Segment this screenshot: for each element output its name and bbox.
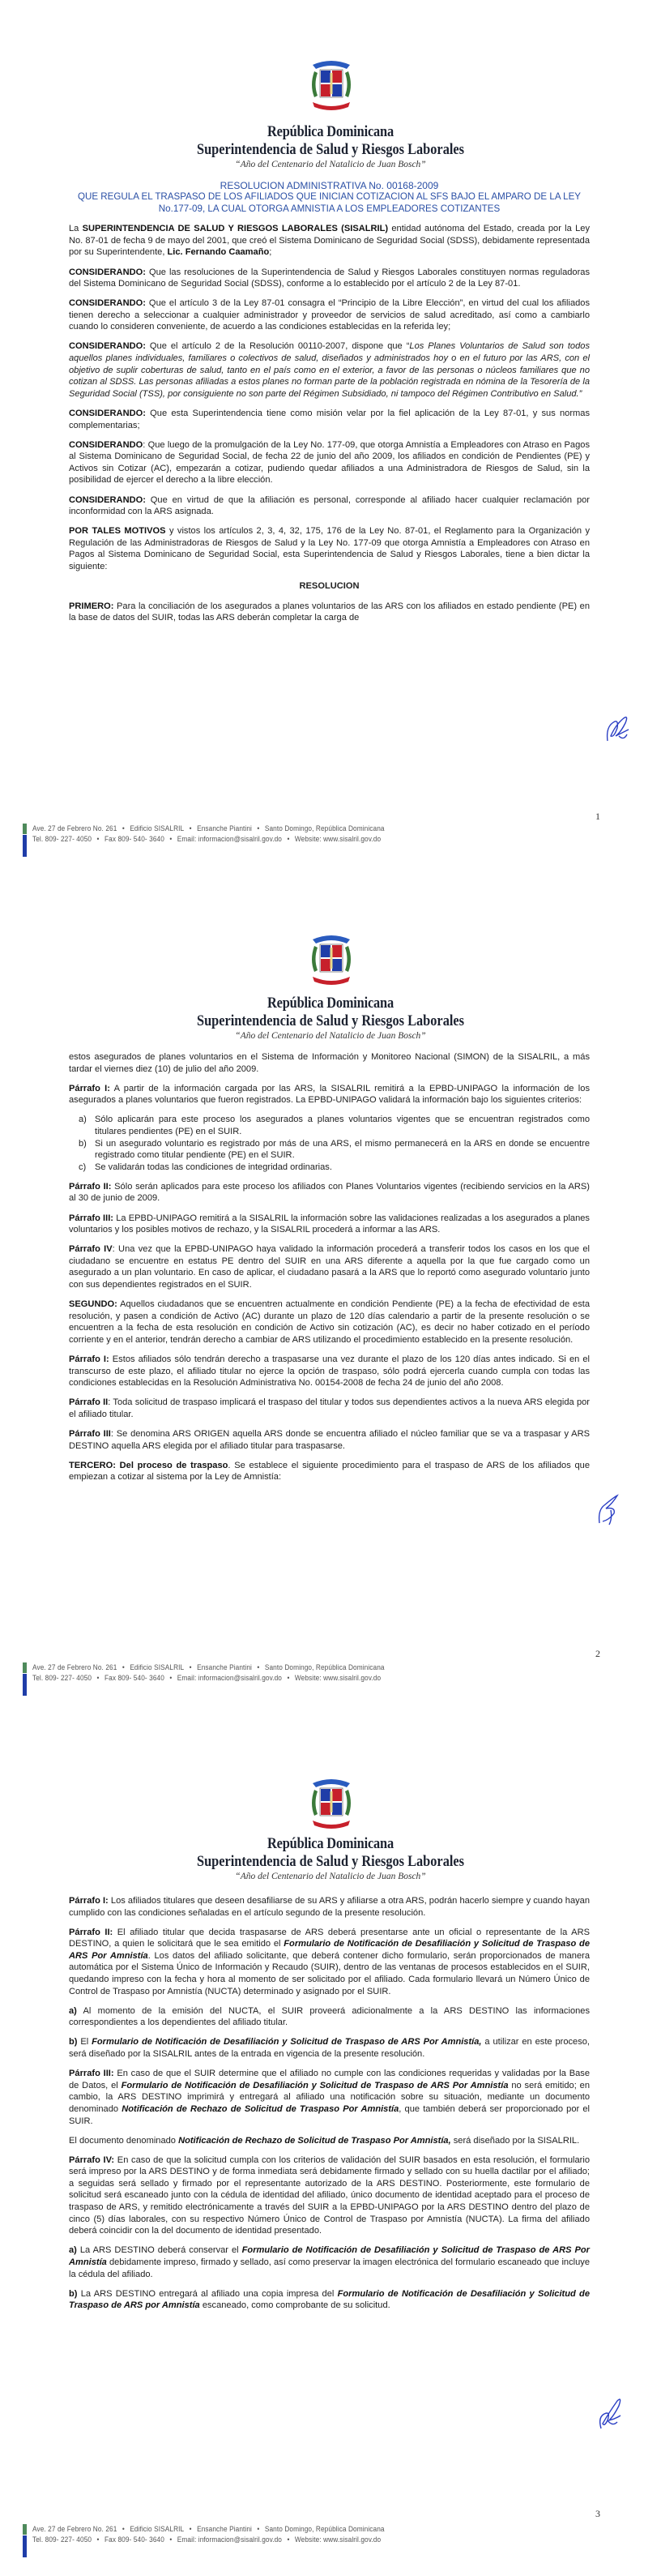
segundo-parrafo-3: Párrafo III: Se denomina ARS ORIGEN aquella ARS donde se encuentra afiliado el núcleo familiar que se va a traspasar y ARS DESTINO aquella ARS elegida por el afiliado titular para traspasarse. [69,1428,590,1451]
page-footer [23,2524,638,2557]
header-institution: Superintendencia de Salud y Riesgos Laborales [196,141,465,158]
header-country: República Dominicana [267,1835,394,1852]
considerando-4: CONSIDERANDO: Que esta Superintendencia tiene como misión velar por la fiel aplicación de la Ley 87-01, y sus normas complementarias; [69,408,590,430]
considerando-6: CONSIDERANDO: Que en virtud de que la afiliación es personal, corresponde al afiliado hacer cualquier reclamación por inconformidad con la ARS asignada. [69,494,590,517]
resolucion-heading: RESOLUCION [299,581,360,592]
coat-of-arms-icon [306,931,356,988]
primero-parrafo-2: Párrafo II: Sólo serán aplicados para este proceso los afiliados con Planes Voluntarios vigentes (recibiendo servicios en la ARS) al 30 de junio de 2009. [69,1181,590,1204]
rechazo-document-paragraph: El documento denominado Notificación de Rechazo de Solicitud de Traspaso Por Amnistía, será diseñado por la SISALRIL. [69,2135,580,2146]
footer-address-line: Ave. 27 de Febrero No. 261 • Edificio SISALRIL • Ensanche Piantini • Santo Domingo, República Dominicana [32,824,385,832]
header-motto: “Año del Centenario del Natalicio de Juan Bosch” [235,160,426,169]
footer-email-link[interactable]: Email: informacion@sisalril.gov.do [177,835,282,843]
primero-parrafo-3: Párrafo III: La EPBD-UNIPAGO remitirá a la SISALRIL la información sobre las validaciones realizadas a los asegurados a planes voluntarios y los posibles motivos de rechazo, y la SISALRIL procederá a informar a las ARS. [69,1213,590,1235]
signature-initials [595,1492,622,1526]
page-footer [23,1662,638,1695]
page-number: 3 [595,2508,600,2519]
considerando-5: CONSIDERANDO: Que luego de la promulgación de la Ley No. 177-09, que otorga Amnistía a Empleadores con Atraso en Pagos al Sistema Dominicano de Seguridad Social, de fecha 22 de junio del año 2009, los afiliados en condición de Pendientes (PE) y Activos sin Cotizar (AC), empezarán a cotizar, pudiendo quedar afiliados a una Administradora de Riesgos de Salud, sin la posibilidad de ejercer el derecho a la libre elección. [69,439,590,486]
tercero-item-b: b) El Formulario de Notificación de Desafiliación y Solicitud de Traspaso de ARS Por Amnistía, a utilizar en este proceso, será diseñado por la SISALRIL antes de la entrada en vigencia de la presente resolución. [69,2037,591,2060]
header-institution: Superintendencia de Salud y Riesgos Laborales [196,1012,465,1029]
signature-initials [596,2396,624,2430]
resolution-subject: QUE REGULA EL TRASPASO DE LOS AFILIADOS QUE INICIAN COTIZACION AL SFS BAJO EL AMPARO DE LA LEY No.177-09, LA CUAL OTORGA AMNISTIA A LOS EMPLEADORES COTIZANTES [77,191,582,214]
footer-website-link[interactable]: Website: www.sisalril.gov.do [294,1674,382,1682]
header-country: República Dominicana [267,123,394,140]
footer-green-bar [23,1662,27,1673]
resolution-number: RESOLUCION ADMINISTRATIVA No. 00168-2009 [220,180,439,191]
footer-email-link[interactable]: Email: informacion@sisalril.gov.do [177,1674,282,1682]
criteria-item: a) Sólo aplicarán para este proceso los asegurados a planes voluntarios vigentes que se encuentran registrados como titulares pendientes (PE) en el SUIR. [79,1115,590,1136]
tercero-parrafo-2: Párrafo II: El afiliado titular que decida traspasarse de ARS deberá presentarse ante un oficial o representante de la ARS DESTINO, a quien le solicitará que le sea emitido el Formulario de Notificación de Desafiliación y Solicitud de Traspaso de ARS Por Amnistía. Los datos del afiliado solicitante, que deberá contener dicho formulario, serán proporcionados de manera automática por el Sistema Único de Información y Recaudo (SUIR), dentro de las ventanas de procesos establecidos en el SUIR, quedando impreso con la fecha y hora al momento de ser solicitado por el afiliado. Cada formulario llevará un Número Único de Control de Traspaso por Amnistía (NUCTA) determinado y asignado por el SUIR. [69,1927,590,1996]
footer-contact-line: Tel. 809- 227- 4050 • Fax 809- 540- 3640 • Email: informacion@sisalril.gov.do • Website: www.sisalril.gov.do [32,835,382,843]
header-institution: Superintendencia de Salud y Riesgos Laborales [196,1853,465,1870]
footer-address-line: Ave. 27 de Febrero No. 261 • Edificio SISALRIL • Ensanche Piantini • Santo Domingo, República Dominicana [32,1663,385,1671]
footer-email-link[interactable]: Email: informacion@sisalril.gov.do [177,2535,282,2544]
primero-parrafo-1: Párrafo I: A partir de la información cargada por las ARS, la SISALRIL remitirá a la EPBD-UNIPAGO la información de los asegurados a planes voluntarios que fueron registrados. La EPBD-UNIPAGO validará la información bajo los siguientes criterios: [69,1083,590,1106]
resolution-title [69,180,590,215]
por-tales-motivos: POR TALES MOTIVOS y vistos los artículos 2, 3, 4, 32, 175, 176 de la Ley No. 87-01, el Reglamento para la Organización y Regulación de las Administradoras de Riesgos de Salud y la Ley No. 177-09 que otorga Amnistía a Empleadores con Atraso en Pagos al Sistema Dominicano de Seguridad Social, esta Superintendencia de Salud y Riesgos Laborales, tiene a bien dictar la siguiente: [69,526,590,571]
footer-blue-bar [23,1674,27,1696]
parrafo-4-item-a: a) La ARS DESTINO deberá conservar el Formulario de Notificación de Desafiliación y Solicitud de Traspaso de ARS Por Amnistía debidamente impreso, firmado y sellado, así como preservar la imagen electrónica del formulario escaneado que incluye la cédula del afiliado. [69,2245,590,2279]
footer-contact-line: Tel. 809- 227- 4050 • Fax 809- 540- 3640 • Email: informacion@sisalril.gov.do • Website: www.sisalril.gov.do [32,2535,382,2544]
coat-of-arms-icon [306,1775,356,1832]
footer-blue-bar [23,835,27,857]
footer-blue-bar [23,2535,27,2557]
segundo-paragraph: SEGUNDO: Aquellos ciudadanos que se encuentren actualmente en condición Pendiente (PE) a la fecha de efectividad de esta resolución, y pasen a condición de Activo (AC) durante un plazo de 120 días calendario a partir de la presente resolución o se encuentren a la fecha de esta resolución en condición de Activo sin cotización (AC), es decir no haber cotizado en el período corriente y en el anterior, tendrán derecho a cambiar de ARS utilizando el procedimiento establecido en la presente resolución. [69,1299,590,1345]
page-footer [23,824,638,856]
header-country: República Dominicana [267,995,394,1012]
considerando-1: CONSIDERANDO: Que las resoluciones de la Superintendencia de Salud y Riesgos Laborales constituyen normas reguladoras del Sistema Dominicano de Seguridad Social (SDSS), conforme a lo establecido por el artículo 2 de la Ley 87-01. [69,267,590,289]
tercero-parrafo-1: Párrafo I: Los afiliados titulares que deseen desafiliarse de su ARS y afiliarse a otra ARS, podrán hacerlo siempre y cuando hayan cumplido con las condiciones señaladas en el artículo segundo de la presente resolución. [69,1896,591,1918]
page-1-body [69,180,590,631]
page-1 [0,0,661,858]
footer-contact-line: Tel. 809- 227- 4050 • Fax 809- 540- 3640 • Email: informacion@sisalril.gov.do • Website: www.sisalril.gov.do [32,1674,382,1682]
page-3 [0,1717,661,2576]
coat-of-arms-icon [306,57,356,113]
primero-continuation: estos asegurados de planes voluntarios en el Sistema de Información y Monitoreo Nacional (SIMON) de la SISALRIL, a más tardar el viernes diez (10) de julio del año 2009. [69,1052,590,1074]
footer-website-link[interactable]: Website: www.sisalril.gov.do [294,835,382,843]
intro-paragraph: La SUPERINTENDENCIA DE SALUD Y RIESGOS LABORALES (SISALRIL) entidad autónoma del Estado, creada por la Ley No. 87-01 de fecha 9 de mayo del 2001, que creó el Sistema Dominicano de Seguridad Social (SDSS), debidamente representada por su Superintendente, Lic. Fernando Caamaño; [69,224,590,258]
page-2-body [69,1051,590,1491]
footer-address-line: Ave. 27 de Febrero No. 261 • Edificio SISALRIL • Ensanche Piantini • Santo Domingo, República Dominicana [32,2525,385,2533]
parrafo-4-item-b: b) La ARS DESTINO entregará al afiliado una copia impresa del Formulario de Notificación de Desafiliación y Solicitud de Traspaso de ARS por Amnistía escaneado, como comprobante de su solicitud. [69,2288,590,2311]
page-2 [0,858,661,1717]
considerando-3: CONSIDERANDO: Que el artículo 2 de la Resolución 00110-2007, dispone que “Los Planes Voluntarios de Salud son todos aquellos planes individuales, familiares o colectivos de salud, diseñados y administrados hoy o en el futuro por las ARS, con el objetivo de suplir coberturas de salud, tanto en el país como en el exterior, a favor de las personas o núcleos familiares que no cotizan al SDSS. Las personas afiliadas a estos planes no forman parte de la población registrada en nómina de la Tesorería de la Seguridad Social (TSS), por consiguiente no son parte del Régimen Subsidiado, ni tampoco del Régimen Contributivo en Salud.” [69,341,590,399]
criteria-item: b) Si un asegurado voluntario es registrado por más de una ARS, el mismo permanecerá en la ARS en donde se encuentre registrado como titular pendiente (PE) en el SUIR. [79,1138,590,1161]
considerando-2: CONSIDERANDO: Que el artículo 3 de la Ley 87-01 consagra el “Principio de la Libre Elección”, en virtud del cual los afiliados tienen derecho a seleccionar a cualquier administrador y proveedor de servicios de salud acreditado, así como a cambiarlo cuando lo consideren conveniente, de acuerdo a las condiciones establecidas en la referida ley; [69,298,590,332]
segundo-parrafo-2: Párrafo II: Toda solicitud de traspaso implicará el traspaso del titular y todos sus dependientes activos a la nueva ARS elegida por el afiliado titular. [69,1397,590,1419]
primero-parrafo-4: Párrafo IV: Una vez que la EPBD-UNIPAGO haya validado la información procederá a transferir todos los casos en los que el ciudadano se encuentre en estatus PE dentro del SUIR en una ARS diferente a aquella por la que fue cargado como un asegurado a un plan voluntario. En caso de aplicar, el ciudadano pasará a la ARS que lo reportó como asegurado voluntario junto con sus dependientes registrados en el SUIR. [69,1244,590,1290]
tercero-parrafo-3: Párrafo III: En caso de que el SUIR determine que el afiliado no cumple con las condiciones requeridas y validadas por la Base de Datos, el Formulario de Notificación de Desafiliación y Solicitud de Traspaso de ARS Por Amnistía no será emitido; en cambio, la ARS DESTINO imprimirá y entregará al afiliado una notificación sobre su situación, mediante un documento denominado Notificación de Rechazo de Solicitud de Traspaso Por Amnistía, que también deberá ser proporcionado por el SUIR. [69,2069,590,2126]
footer-website-link[interactable]: Website: www.sisalril.gov.do [294,2535,382,2544]
page-number: 1 [595,811,600,822]
footer-green-bar [23,824,27,834]
primero-paragraph: PRIMERO: Para la conciliación de los asegurados a planes voluntarios de las ARS con los afiliados en estado pendiente (PE) en la base de datos del SUIR, todas las ARS deberán completar la carga de [69,601,590,623]
page-3-body [69,1895,590,2319]
criteria-item: c) Se validarán todas las condiciones de integridad ordinarias. [79,1162,332,1172]
tercero-parrafo-4: Párrafo IV: En caso de que la solicitud cumpla con los criterios de validación del SUIR basados en esta resolución, el formulario será impreso por la ARS DESTINO y de forma inmediata será debidamente firmado y sellado con su huella dactilar por el afiliado; a seguidas será sellado y firmado por el representante autorizado de la ARS DESTINO. Posteriormente, este formulario de solicitud será escaneado junto con la cédula de identidad del afiliado, único documento de identidad aceptado para el proceso de traspaso de ARS, y remitido electrónicamente a través del SUIR a la EPBD-UNIPAGO por la ARS DESTINO dentro del plazo de cinco (5) días laborales, con su respectivo Número Único de Control de Traspaso por Amnistía (NUCTA). La firma del afiliado deberá coincidir con la del documento de identidad presentado. [69,2155,590,2236]
footer-green-bar [23,2524,27,2535]
validation-criteria-list [69,1114,590,1173]
segundo-parrafo-1: Párrafo I: Estos afiliados sólo tendrán derecho a traspasarse una vez durante el plazo de los 120 días antes indicado. Si en el transcurso de este plazo, el afiliado titular no ejerce la opción de traspaso, sólo podrá ejercerla cuando cumpla con todas las condiciones establecidas en la Resolución Administrativa No. 00154-2008 de fecha 24 de junio del año 2008. [69,1354,590,1389]
signature-initials [604,712,632,746]
header-motto: “Año del Centenario del Natalicio de Juan Bosch” [235,1872,426,1881]
tercero-paragraph: TERCERO: Del proceso de traspaso. Se establece el siguiente procedimiento para el traspaso de ARS de los afiliados que empiezan a cotizar al sistema por la Ley de Amnistía: [69,1460,590,1483]
page-number: 2 [595,1648,600,1659]
header-motto: “Año del Centenario del Natalicio de Juan Bosch” [235,1031,426,1041]
tercero-item-a: a) Al momento de la emisión del NUCTA, el SUIR proveerá adicionalmente a la ARS DESTINO las informaciones correspondientes a los dependientes del afiliado titular. [69,2005,590,2028]
